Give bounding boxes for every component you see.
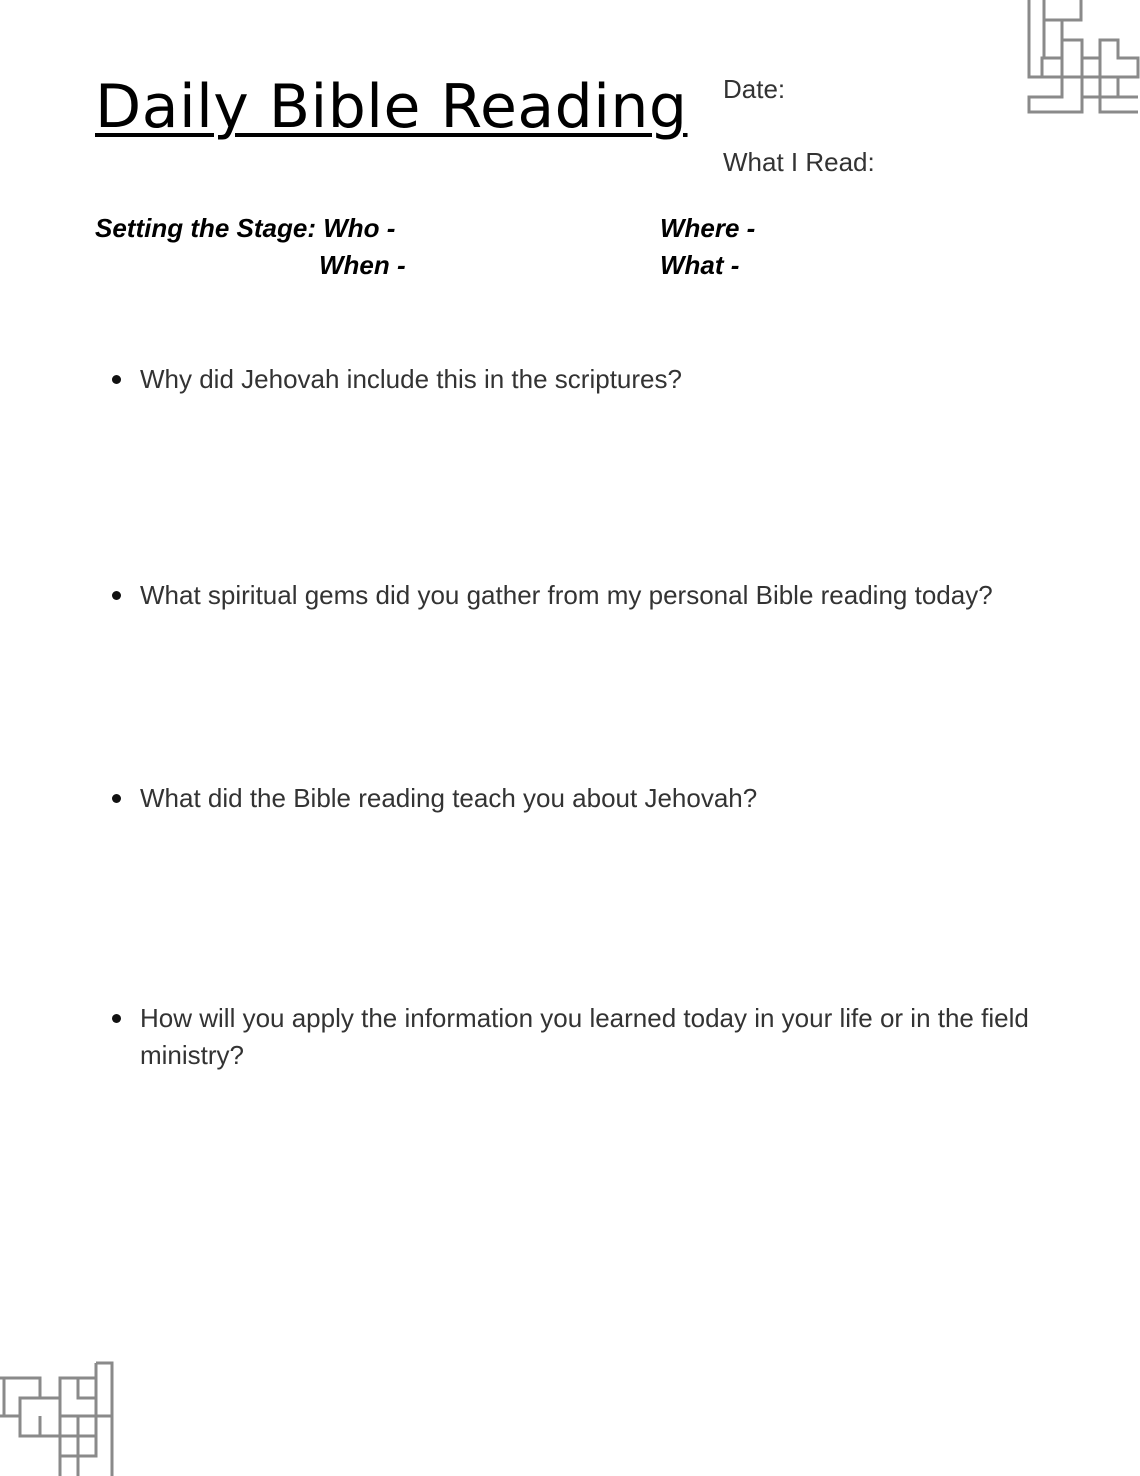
stage-when-label: When - [319, 250, 406, 280]
greek-key-pattern-icon [1026, 0, 1140, 116]
bullet-icon [112, 1014, 121, 1023]
stage-where-label: Where - [660, 213, 756, 243]
question-item [112, 361, 1072, 398]
bullet-icon [112, 591, 121, 600]
stage-what-label: What - [660, 250, 740, 280]
question-text: Why did Jehovah include this in the scriptures? [140, 364, 682, 394]
page-title: Daily Bible Reading [95, 72, 688, 142]
what-i-read-label: What I Read: [723, 147, 875, 177]
date-label: Date: [723, 74, 786, 104]
question-text: What spiritual gems did you gather from my personal Bible reading today? [140, 580, 993, 610]
question-item [112, 1000, 1072, 1074]
bullet-icon [112, 794, 121, 803]
question-item [112, 577, 1072, 614]
greek-key-pattern-icon [0, 1360, 116, 1476]
question-text: What did the Bible reading teach you about Jehovah? [140, 783, 758, 813]
question-item [112, 780, 1072, 817]
stage-who-label: Setting the Stage: Who - [95, 213, 396, 243]
question-text: How will you apply the information you learned today in your life or in the field ministry? [140, 1003, 1029, 1070]
bullet-icon [112, 375, 121, 384]
